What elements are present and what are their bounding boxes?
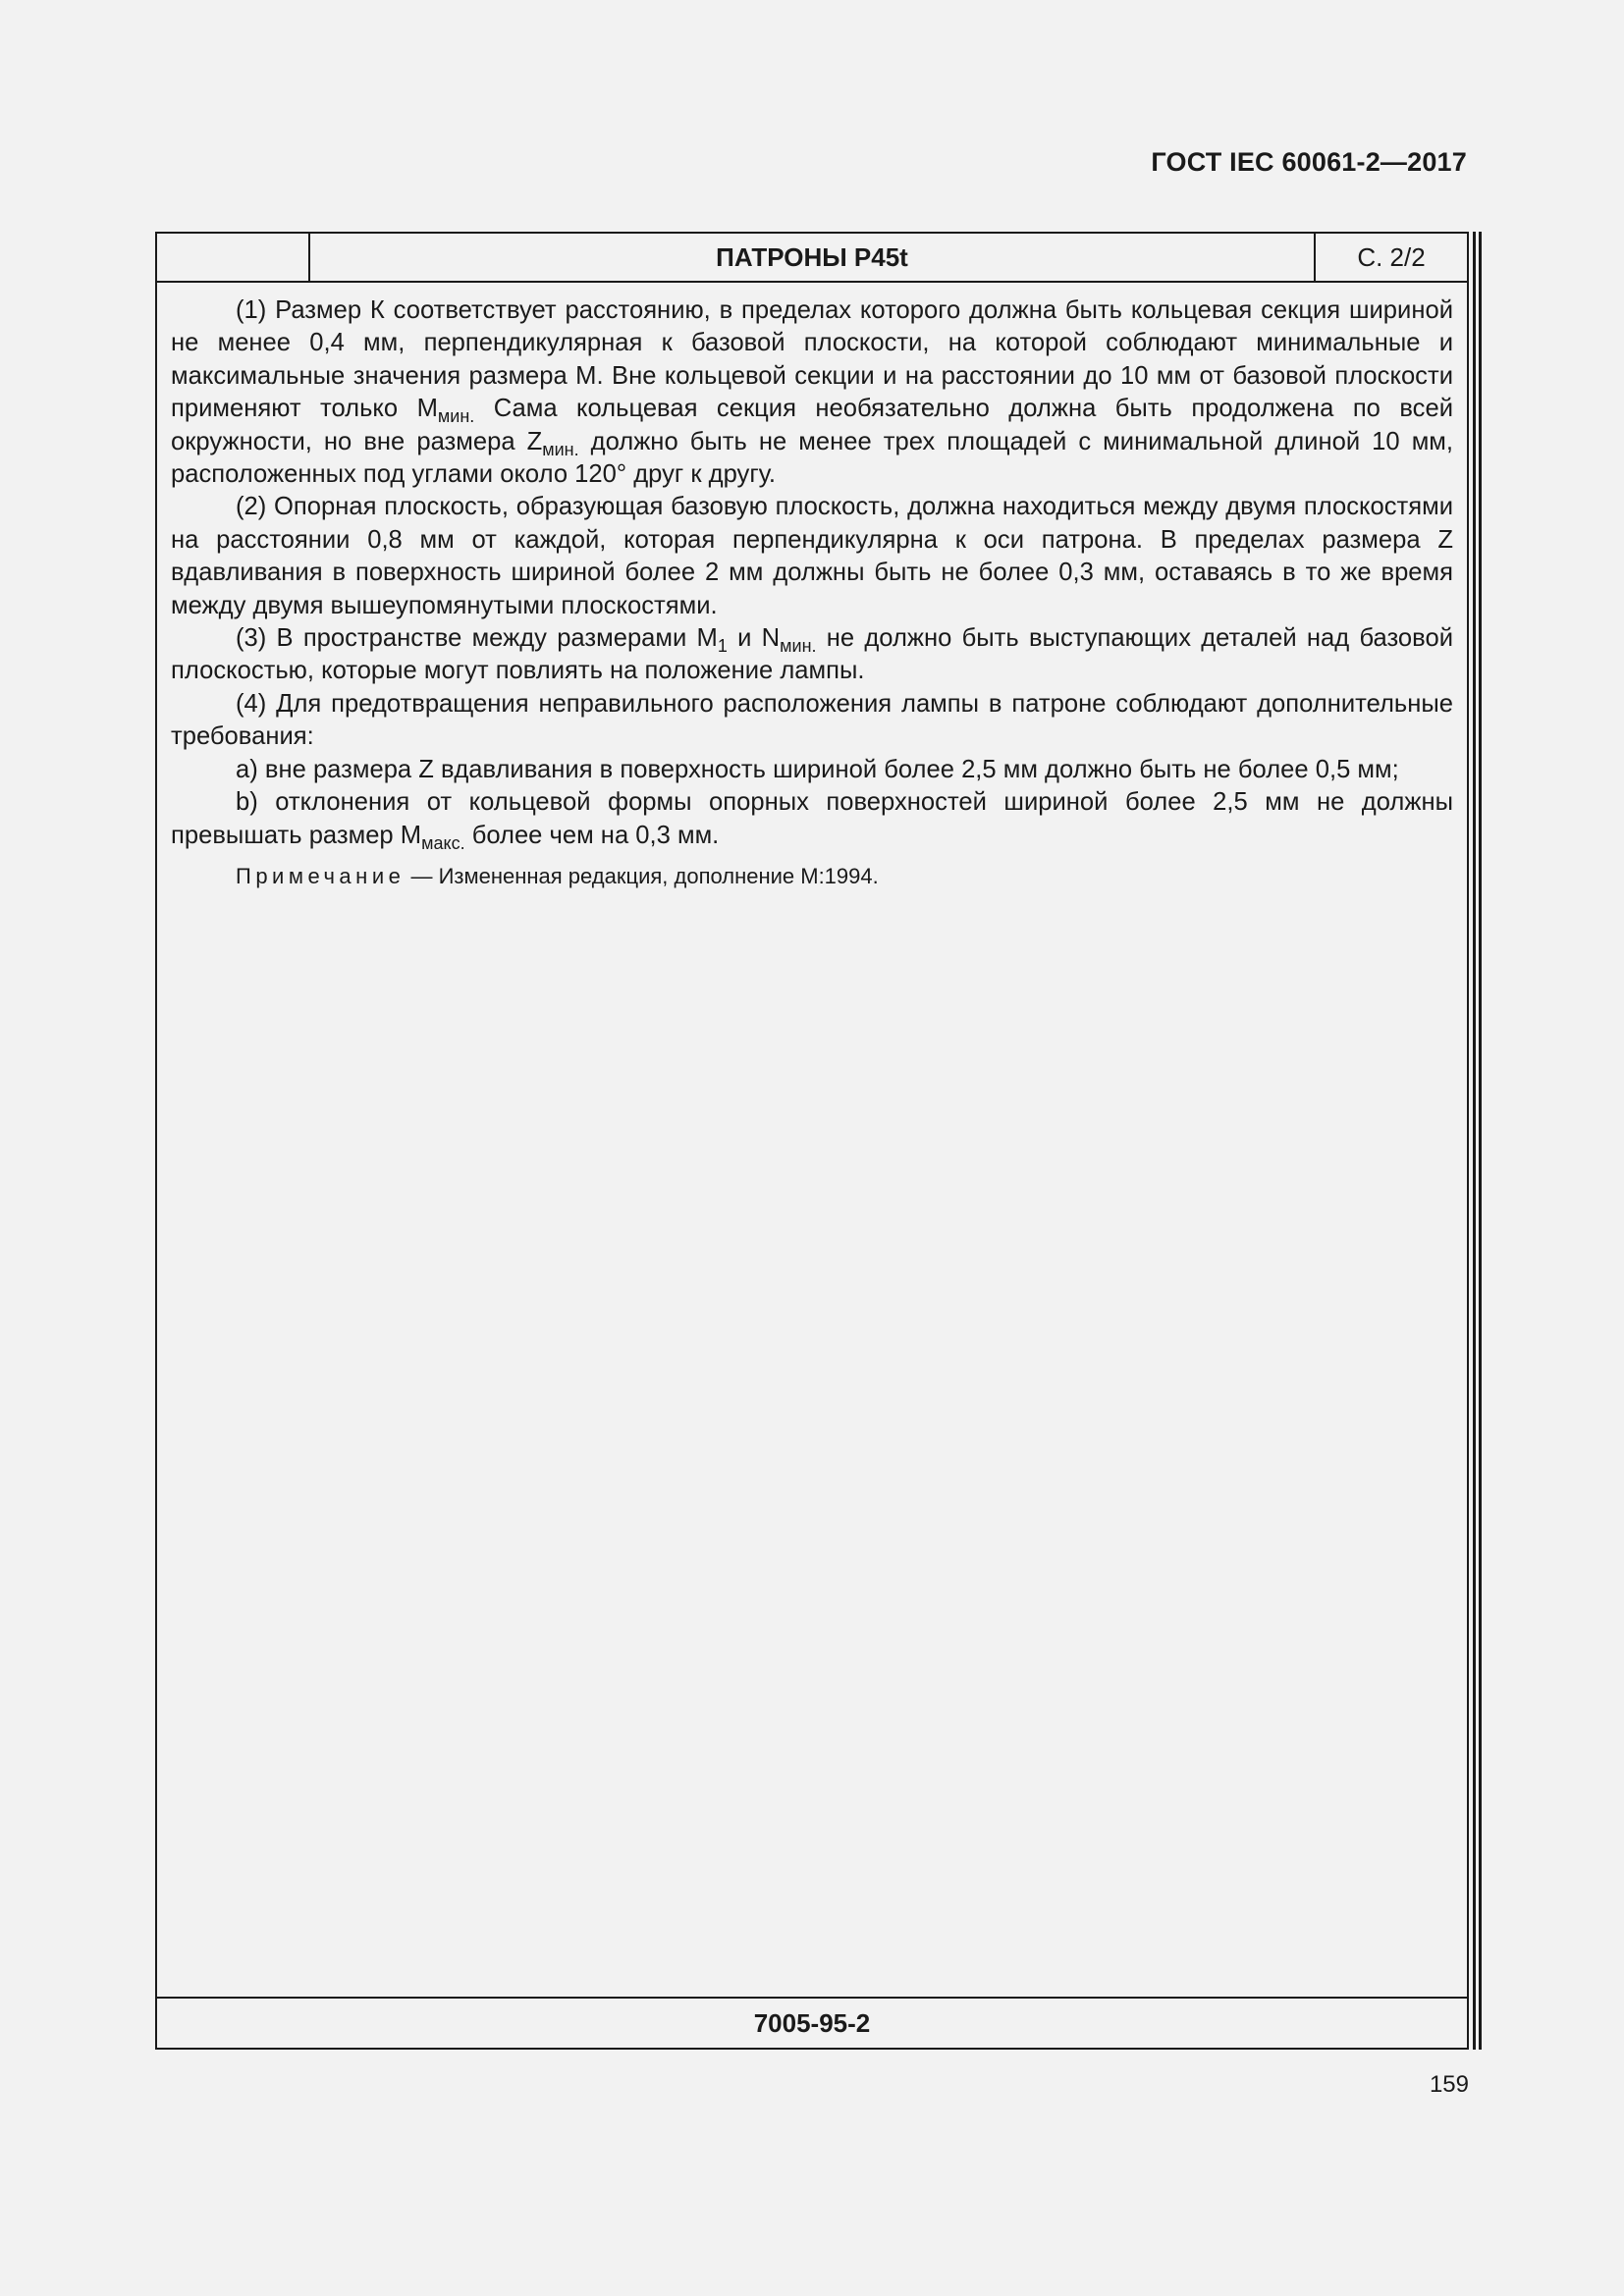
- paragraph-4: (4) Для предотвращения неправильного расположения лампы в патроне соблюдают дополнительные требования:: [171, 689, 1453, 751]
- paragraph-1-text-c: должно быть не менее трех площадей с минимальной длиной 10 мм, расположенных под углами около 120° друг к другу.: [171, 427, 1453, 489]
- subscript-max: макс.: [421, 832, 465, 853]
- title-cell-empty: [157, 234, 310, 281]
- body-text: [171, 294, 1453, 891]
- note-label: Примечание: [236, 863, 406, 888]
- subscript-min: мин.: [542, 439, 579, 459]
- frame-double-line: [1479, 232, 1482, 2050]
- paragraph-6-text-b: более чем на 0,3 мм.: [464, 821, 720, 849]
- paragraph-1-text-b: Сама кольцевая секция необязательно должна быть продолжена по всей окружности, но вне размера Z: [171, 395, 1454, 455]
- sheet-number: С. 2/2: [1357, 241, 1426, 272]
- paragraph-5: a) вне размера Z вдавливания в поверхность шириной более 2,5 мм должно быть не более 0,5 мм;: [236, 755, 1399, 783]
- page-number: 159: [1429, 2071, 1469, 2098]
- paragraph-2: (2) Опорная плоскость, образующая базовую плоскость, должна находиться между двумя плоскостями на расстоянии 0,8 мм от каждой, которая перпендикулярна к оси патрона. В пределах размера Z вдавливания в поверхность шириной более 2 мм должны быть не более 0,3 мм, оставаясь в то же время между двумя вышеупомянутыми плоскостями.: [171, 493, 1453, 619]
- sheet-title: ПАТРОНЫ Р45t: [310, 234, 1316, 281]
- note-text: Измененная редакция, дополнение М:1994.: [438, 863, 879, 888]
- paragraph-6: [171, 786, 1453, 852]
- paragraph-6-text-a: b) отклонения от кольцевой формы опорных поверхностей шириной более 2,5 мм не должны превышать размер М: [171, 788, 1453, 849]
- subscript-1: 1: [717, 636, 728, 657]
- paragraph-3: [171, 622, 1453, 688]
- paragraph-3-text-a: (3) В пространстве между размерами М: [236, 624, 718, 653]
- frame-double-line: [1473, 232, 1476, 2050]
- sheet-footer-code: 7005-95-2: [157, 1997, 1467, 2048]
- paragraph-3-text-b: и N: [727, 624, 781, 653]
- note: [171, 862, 1453, 891]
- subscript-min: мин.: [780, 636, 817, 657]
- document-code: ГОСТ IEC 60061-2—2017: [1151, 147, 1467, 177]
- sheet-frame: [155, 232, 1469, 2050]
- subscript-min: мин.: [437, 406, 475, 427]
- paragraph-3-text-c: не должно быть выступающих деталей над базовой плоскостью, которые могут повлиять на положение лампы.: [171, 624, 1453, 685]
- paragraph-1-text-a: (1) Размер К соответствует расстоянию, в пределах которого должна быть кольцевая секция шириной не менее 0,4 мм, перпендикулярная к базовой плоскости, на которой соблюдают минимальные и максимальные значения размера М. Вне кольцевой секции и на расстоянии до 10 мм от базовой плоскости применяют только М: [171, 296, 1453, 423]
- paragraph-1: [171, 294, 1453, 491]
- note-dash: —: [405, 863, 439, 888]
- title-row: [157, 234, 1467, 283]
